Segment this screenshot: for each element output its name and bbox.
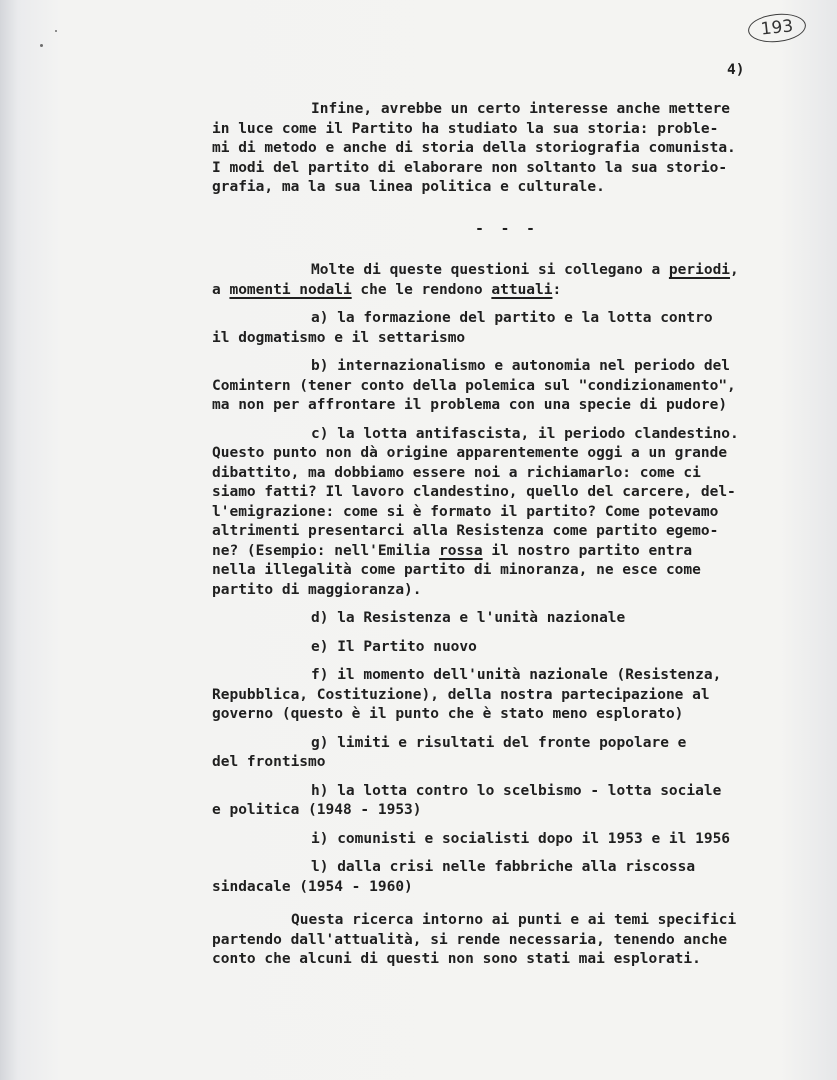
text-line: Questo punto non dà origine apparentemente oggi a un grande bbox=[212, 445, 728, 461]
text-fragment: : bbox=[552, 281, 562, 298]
underlined-word: periodi bbox=[668, 262, 731, 278]
list-item bbox=[212, 782, 802, 821]
text-line: h) la lotta contro lo scelbismo - lotta sociale bbox=[311, 782, 722, 799]
section-separator: - - - bbox=[475, 220, 539, 237]
text-line: nella illegalità come partito di minoranza, ne esce come bbox=[212, 562, 701, 578]
text-fragment: , bbox=[730, 262, 739, 278]
underlined-phrase: momenti nodali bbox=[229, 281, 352, 298]
underlined-word: rossa bbox=[438, 542, 483, 559]
list-item bbox=[212, 638, 802, 658]
list-item bbox=[212, 858, 802, 897]
text-fragment: a bbox=[212, 281, 230, 298]
text-fragment: ne? (Esempio: nell'Emilia bbox=[212, 542, 439, 559]
text-line: e) Il Partito nuovo bbox=[311, 638, 477, 655]
text-line: I modi del partito di elaborare non soltanto la sua storio- bbox=[212, 159, 728, 176]
text-fragment: che le rendono bbox=[351, 281, 492, 298]
scan-speck bbox=[55, 30, 57, 32]
scan-speck bbox=[40, 44, 43, 47]
text-line: i) comunisti e socialisti dopo il 1953 e il 1956 bbox=[311, 830, 731, 847]
text-line: partito di maggioranza). bbox=[212, 581, 422, 598]
text-line: d) la Resistenza e l'unità nazionale bbox=[311, 610, 626, 626]
text-line: in luce come il Partito ha studiato la sua storia: proble- bbox=[212, 120, 719, 137]
text-line: altrimenti presentarci alla Resistenza come partito egemo- bbox=[212, 523, 719, 539]
underlined-word: attuali bbox=[491, 281, 553, 298]
text-line: conto che alcuni di questi non sono stati mai esplorati. bbox=[212, 951, 701, 967]
text-line: grafia, ma la sua linea politica e culturale. bbox=[212, 179, 605, 195]
folio-number: 193 bbox=[759, 16, 795, 40]
text-line: partendo dall'attualità, si rende necessaria, tenendo anche bbox=[212, 931, 728, 948]
list-item bbox=[212, 357, 802, 416]
text-line: c) la lotta antifascista, il periodo clandestino. bbox=[311, 425, 739, 442]
text-line: dibattito, ma dobbiamo essere noi a richiamarlo: come ci bbox=[212, 464, 701, 481]
text-line: Comintern (tener conto della polemica sul "condizionamento", bbox=[212, 377, 736, 394]
document-body bbox=[212, 100, 802, 970]
text-line: l) dalla crisi nelle fabbriche alla riscossa bbox=[311, 859, 696, 875]
text-line: Repubblica, Costituzione), della nostra partecipazione al bbox=[212, 686, 710, 703]
list-item bbox=[212, 609, 802, 629]
closing-paragraph bbox=[212, 911, 802, 970]
list-item bbox=[212, 309, 802, 348]
text-fragment: Molte di queste questioni si collegano a bbox=[311, 262, 669, 278]
text-line: g) limiti e risultati del fronte popolare e bbox=[311, 734, 687, 751]
text-line: del frontismo bbox=[212, 754, 326, 770]
page-number: 4) bbox=[727, 62, 745, 78]
text-line: b) internazionalismo e autonomia nel periodo del bbox=[311, 358, 731, 374]
text-line: f) il momento dell'unità nazionale (Resistenza, bbox=[311, 667, 722, 683]
text-line: Infine, avrebbe un certo interesse anche mettere bbox=[311, 101, 731, 117]
text-line: ma non per affrontare il problema con una specie di pudore) bbox=[212, 397, 728, 413]
intro-paragraph bbox=[212, 100, 802, 198]
text-line: Questa ricerca intorno ai punti e ai temi specifici bbox=[291, 912, 737, 928]
text-line: il dogmatismo e il settarismo bbox=[212, 329, 466, 346]
text-line: governo (questo è il punto che è stato meno esplorato) bbox=[212, 706, 684, 722]
text-line: l'emigrazione: come si è formato il partito? Come potevamo bbox=[212, 503, 719, 520]
list-item bbox=[212, 734, 802, 773]
text-line: e politica (1948 - 1953) bbox=[212, 802, 422, 818]
lead-paragraph bbox=[212, 261, 802, 300]
text-fragment: il nostro partito entra bbox=[482, 542, 693, 559]
list-item bbox=[212, 666, 802, 725]
text-line: mi di metodo e anche di storia della storiografia comunista. bbox=[212, 140, 736, 156]
text-line: siamo fatti? Il lavoro clandestino, quello del carcere, del- bbox=[212, 484, 736, 500]
archive-folio-stamp bbox=[747, 11, 808, 45]
list-item bbox=[212, 830, 802, 850]
text-line: sindacale (1954 - 1960) bbox=[212, 878, 413, 895]
list-item bbox=[212, 425, 802, 601]
text-line: a) la formazione del partito e la lotta contro bbox=[311, 310, 713, 326]
